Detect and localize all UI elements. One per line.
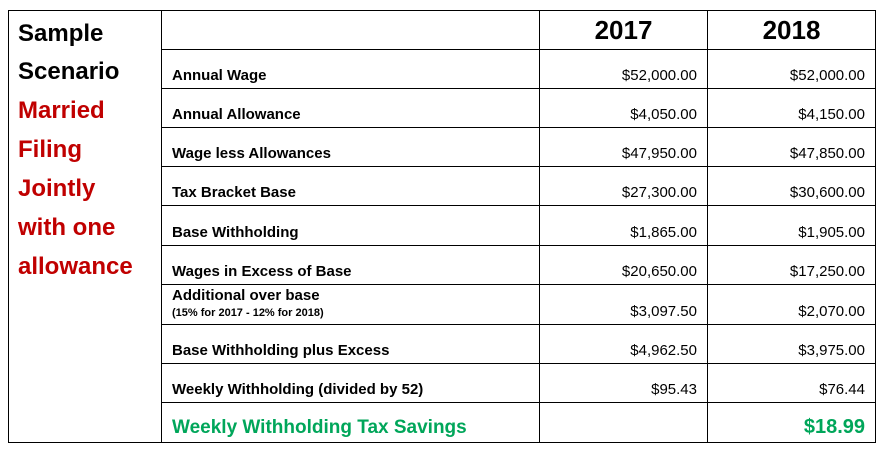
scenario-title-line2: Scenario <box>18 58 120 85</box>
column-header-2018: 2018 <box>708 11 876 50</box>
row-label: Weekly Withholding (divided by 52) <box>162 364 540 403</box>
row-label: Annual Allowance <box>162 89 540 128</box>
value-2018: $76.44 <box>708 364 876 403</box>
value-2017: $4,962.50 <box>540 325 708 364</box>
value-2018: $30,600.00 <box>708 167 876 206</box>
value-2017: $1,865.00 <box>540 206 708 246</box>
row-label: Wages in Excess of Base <box>162 246 540 285</box>
scenario-subtitle-line: allowance <box>18 253 133 280</box>
value-2017: $20,650.00 <box>540 246 708 285</box>
scenario-subtitle-line: Jointly <box>18 175 96 202</box>
total-value-2018: $18.99 <box>708 403 876 443</box>
row-label <box>162 285 540 325</box>
withholding-table <box>8 10 876 443</box>
scenario-subtitle-line: Filing <box>18 136 82 163</box>
row-label: Annual Wage <box>162 50 540 89</box>
value-2018: $4,150.00 <box>708 89 876 128</box>
scenario-title-line1: Sample <box>18 20 104 47</box>
value-2018: $52,000.00 <box>708 50 876 89</box>
value-2018: $3,975.00 <box>708 325 876 364</box>
value-2017: $95.43 <box>540 364 708 403</box>
scenario-subtitle-line: with one <box>18 214 116 241</box>
row-label: Base Withholding plus Excess <box>162 325 540 364</box>
value-2017: $27,300.00 <box>540 167 708 206</box>
value-2017: $3,097.50 <box>540 285 708 325</box>
row-label-main: Additional over base <box>172 287 320 304</box>
row-label: Base Withholding <box>162 206 540 246</box>
scenario-subtitle-line: Married <box>18 97 105 124</box>
value-2017: $47,950.00 <box>540 128 708 167</box>
value-2017: $4,050.00 <box>540 89 708 128</box>
row-label-note: (15% for 2017 - 12% for 2018) <box>172 307 324 319</box>
value-2018: $1,905.00 <box>708 206 876 246</box>
value-2018: $2,070.00 <box>708 285 876 325</box>
value-2018: $47,850.00 <box>708 128 876 167</box>
value-2018: $17,250.00 <box>708 246 876 285</box>
column-header-2017: 2017 <box>540 11 708 50</box>
row-label: Tax Bracket Base <box>162 167 540 206</box>
total-label: Weekly Withholding Tax Savings <box>162 403 540 443</box>
total-value-2017 <box>540 403 708 443</box>
header-blank-cell <box>162 11 540 50</box>
scenario-cell <box>9 11 162 443</box>
value-2017: $52,000.00 <box>540 50 708 89</box>
row-label: Wage less Allowances <box>162 128 540 167</box>
